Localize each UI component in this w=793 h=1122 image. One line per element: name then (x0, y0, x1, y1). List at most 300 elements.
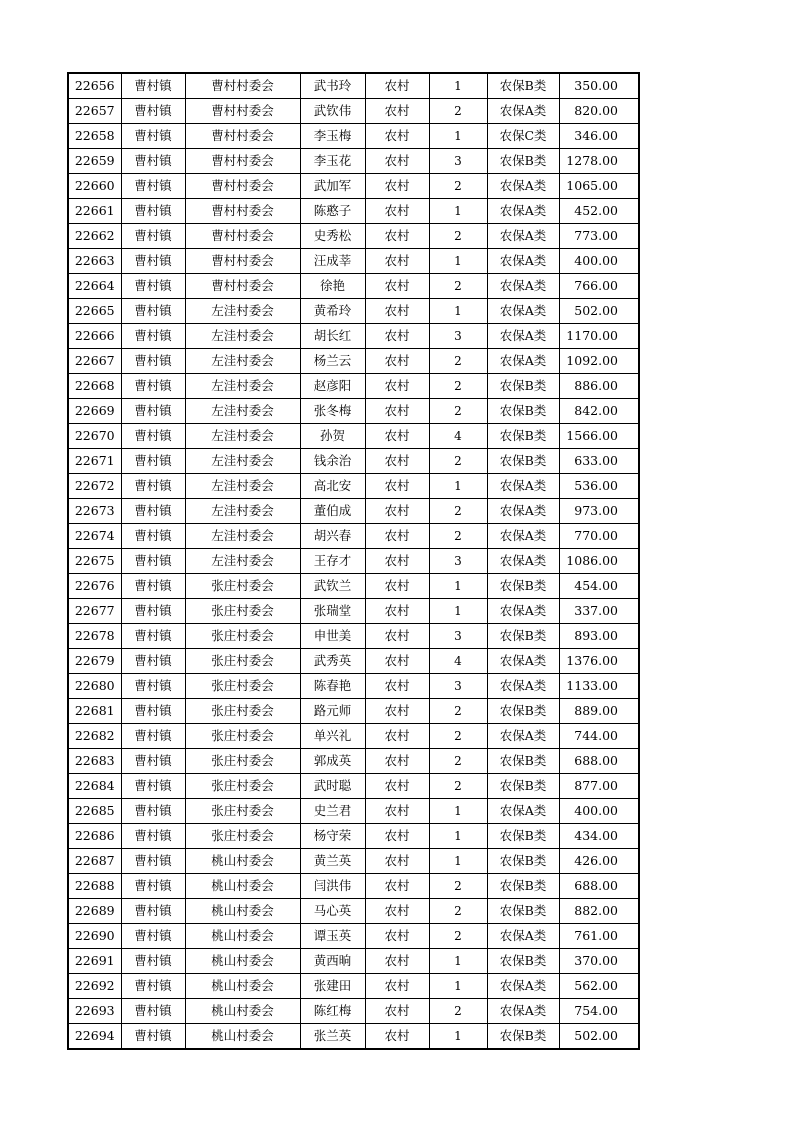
amount-cell: 454.00 (559, 574, 639, 599)
row-id-cell: 22661 (68, 199, 121, 224)
insurance-category-cell: 农保B类 (487, 73, 559, 99)
name-cell: 孙贺 (300, 424, 365, 449)
insurance-category-cell: 农保A类 (487, 649, 559, 674)
amount-cell: 688.00 (559, 749, 639, 774)
town-cell: 曹村镇 (121, 73, 185, 99)
town-cell: 曹村镇 (121, 749, 185, 774)
area-type-cell: 农村 (365, 124, 429, 149)
amount-cell: 1086.00 (559, 549, 639, 574)
insurance-category-cell: 农保A类 (487, 274, 559, 299)
table-row (68, 174, 639, 199)
row-id-cell: 22686 (68, 824, 121, 849)
insurance-category-cell: 农保A类 (487, 674, 559, 699)
area-type-cell: 农村 (365, 449, 429, 474)
row-id-cell: 22669 (68, 399, 121, 424)
name-cell: 路元师 (300, 699, 365, 724)
table-row (68, 724, 639, 749)
area-type-cell: 农村 (365, 99, 429, 124)
row-id-cell: 22674 (68, 524, 121, 549)
village-committee-cell: 曹村村委会 (185, 199, 300, 224)
town-cell: 曹村镇 (121, 199, 185, 224)
insurance-category-cell: 农保A类 (487, 224, 559, 249)
amount-cell: 1092.00 (559, 349, 639, 374)
name-cell: 武书玲 (300, 73, 365, 99)
amount-cell: 337.00 (559, 599, 639, 624)
amount-cell: 886.00 (559, 374, 639, 399)
row-id-cell: 22689 (68, 899, 121, 924)
household-count-cell: 3 (429, 149, 487, 174)
row-id-cell: 22668 (68, 374, 121, 399)
table-row (68, 674, 639, 699)
name-cell: 张兰英 (300, 1024, 365, 1050)
town-cell: 曹村镇 (121, 1024, 185, 1050)
amount-cell: 973.00 (559, 499, 639, 524)
name-cell: 单兴礼 (300, 724, 365, 749)
insurance-category-cell: 农保B类 (487, 699, 559, 724)
row-id-cell: 22688 (68, 874, 121, 899)
table-row (68, 399, 639, 424)
household-count-cell: 2 (429, 899, 487, 924)
town-cell: 曹村镇 (121, 224, 185, 249)
area-type-cell: 农村 (365, 824, 429, 849)
village-committee-cell: 曹村村委会 (185, 274, 300, 299)
household-count-cell: 2 (429, 499, 487, 524)
amount-cell: 350.00 (559, 73, 639, 99)
area-type-cell: 农村 (365, 199, 429, 224)
town-cell: 曹村镇 (121, 949, 185, 974)
row-id-cell: 22672 (68, 474, 121, 499)
table-row (68, 274, 639, 299)
table-row (68, 649, 639, 674)
table-row (68, 624, 639, 649)
area-type-cell: 农村 (365, 999, 429, 1024)
amount-cell: 562.00 (559, 974, 639, 999)
insurance-category-cell: 农保A类 (487, 349, 559, 374)
town-cell: 曹村镇 (121, 499, 185, 524)
area-type-cell: 农村 (365, 474, 429, 499)
village-committee-cell: 左洼村委会 (185, 424, 300, 449)
name-cell: 张瑞堂 (300, 599, 365, 624)
amount-cell: 1065.00 (559, 174, 639, 199)
table-row (68, 599, 639, 624)
amount-cell: 882.00 (559, 899, 639, 924)
name-cell: 武时聪 (300, 774, 365, 799)
town-cell: 曹村镇 (121, 674, 185, 699)
table-row (68, 199, 639, 224)
insurance-category-cell: 农保A类 (487, 524, 559, 549)
village-committee-cell: 张庄村委会 (185, 799, 300, 824)
insurance-category-cell: 农保B类 (487, 874, 559, 899)
area-type-cell: 农村 (365, 324, 429, 349)
town-cell: 曹村镇 (121, 974, 185, 999)
name-cell: 张冬梅 (300, 399, 365, 424)
name-cell: 杨兰云 (300, 349, 365, 374)
table-body (68, 73, 639, 1049)
row-id-cell: 22664 (68, 274, 121, 299)
amount-cell: 773.00 (559, 224, 639, 249)
area-type-cell: 农村 (365, 249, 429, 274)
insurance-category-cell: 农保A类 (487, 549, 559, 574)
amount-cell: 536.00 (559, 474, 639, 499)
name-cell: 李玉花 (300, 149, 365, 174)
name-cell: 郭成英 (300, 749, 365, 774)
amount-cell: 766.00 (559, 274, 639, 299)
table-row (68, 349, 639, 374)
insurance-category-cell: 农保A类 (487, 299, 559, 324)
insurance-category-cell: 农保A类 (487, 724, 559, 749)
table-row (68, 999, 639, 1024)
household-count-cell: 3 (429, 674, 487, 699)
household-count-cell: 2 (429, 524, 487, 549)
town-cell: 曹村镇 (121, 799, 185, 824)
area-type-cell: 农村 (365, 299, 429, 324)
household-count-cell: 2 (429, 724, 487, 749)
village-committee-cell: 曹村村委会 (185, 99, 300, 124)
household-count-cell: 2 (429, 749, 487, 774)
table-row (68, 299, 639, 324)
village-committee-cell: 左洼村委会 (185, 474, 300, 499)
amount-cell: 1133.00 (559, 674, 639, 699)
household-count-cell: 1 (429, 824, 487, 849)
village-committee-cell: 张庄村委会 (185, 774, 300, 799)
insurance-category-cell: 农保B类 (487, 899, 559, 924)
town-cell: 曹村镇 (121, 524, 185, 549)
table-row (68, 73, 639, 99)
household-count-cell: 1 (429, 974, 487, 999)
name-cell: 董伯成 (300, 499, 365, 524)
name-cell: 史秀松 (300, 224, 365, 249)
area-type-cell: 农村 (365, 149, 429, 174)
name-cell: 高北安 (300, 474, 365, 499)
household-count-cell: 1 (429, 73, 487, 99)
insurance-category-cell: 农保B类 (487, 574, 559, 599)
table-row (68, 974, 639, 999)
area-type-cell: 农村 (365, 949, 429, 974)
town-cell: 曹村镇 (121, 399, 185, 424)
household-count-cell: 2 (429, 99, 487, 124)
household-count-cell: 2 (429, 349, 487, 374)
area-type-cell: 农村 (365, 724, 429, 749)
area-type-cell: 农村 (365, 624, 429, 649)
village-committee-cell: 张庄村委会 (185, 699, 300, 724)
area-type-cell: 农村 (365, 974, 429, 999)
insurance-category-cell: 农保B类 (487, 749, 559, 774)
row-id-cell: 22677 (68, 599, 121, 624)
name-cell: 马心英 (300, 899, 365, 924)
area-type-cell: 农村 (365, 849, 429, 874)
insurance-category-cell: 农保A类 (487, 599, 559, 624)
table-row (68, 699, 639, 724)
area-type-cell: 农村 (365, 224, 429, 249)
name-cell: 赵彦阳 (300, 374, 365, 399)
village-committee-cell: 左洼村委会 (185, 299, 300, 324)
area-type-cell: 农村 (365, 274, 429, 299)
amount-cell: 1170.00 (559, 324, 639, 349)
name-cell: 张建田 (300, 974, 365, 999)
amount-cell: 770.00 (559, 524, 639, 549)
area-type-cell: 农村 (365, 73, 429, 99)
table-row (68, 799, 639, 824)
town-cell: 曹村镇 (121, 174, 185, 199)
household-count-cell: 2 (429, 924, 487, 949)
village-committee-cell: 桃山村委会 (185, 899, 300, 924)
table-row (68, 549, 639, 574)
area-type-cell: 农村 (365, 899, 429, 924)
area-type-cell: 农村 (365, 749, 429, 774)
insurance-category-cell: 农保A类 (487, 499, 559, 524)
town-cell: 曹村镇 (121, 449, 185, 474)
household-count-cell: 1 (429, 474, 487, 499)
name-cell: 胡长红 (300, 324, 365, 349)
household-count-cell: 2 (429, 374, 487, 399)
area-type-cell: 农村 (365, 599, 429, 624)
row-id-cell: 22665 (68, 299, 121, 324)
table-row (68, 474, 639, 499)
insurance-category-cell: 农保A类 (487, 199, 559, 224)
name-cell: 武加军 (300, 174, 365, 199)
household-count-cell: 4 (429, 649, 487, 674)
table-row (68, 849, 639, 874)
row-id-cell: 22690 (68, 924, 121, 949)
row-id-cell: 22693 (68, 999, 121, 1024)
household-count-cell: 3 (429, 549, 487, 574)
town-cell: 曹村镇 (121, 924, 185, 949)
area-type-cell: 农村 (365, 349, 429, 374)
village-committee-cell: 曹村村委会 (185, 224, 300, 249)
name-cell: 武秀英 (300, 649, 365, 674)
town-cell: 曹村镇 (121, 599, 185, 624)
village-committee-cell: 张庄村委会 (185, 749, 300, 774)
insurance-category-cell: 农保A类 (487, 249, 559, 274)
table-row (68, 824, 639, 849)
row-id-cell: 22656 (68, 73, 121, 99)
village-committee-cell: 曹村村委会 (185, 73, 300, 99)
amount-cell: 502.00 (559, 1024, 639, 1050)
village-committee-cell: 左洼村委会 (185, 374, 300, 399)
name-cell: 钱余治 (300, 449, 365, 474)
row-id-cell: 22691 (68, 949, 121, 974)
town-cell: 曹村镇 (121, 549, 185, 574)
village-committee-cell: 张庄村委会 (185, 649, 300, 674)
row-id-cell: 22660 (68, 174, 121, 199)
town-cell: 曹村镇 (121, 899, 185, 924)
town-cell: 曹村镇 (121, 349, 185, 374)
area-type-cell: 农村 (365, 1024, 429, 1050)
town-cell: 曹村镇 (121, 374, 185, 399)
town-cell: 曹村镇 (121, 424, 185, 449)
row-id-cell: 22682 (68, 724, 121, 749)
amount-cell: 502.00 (559, 299, 639, 324)
name-cell: 徐艳 (300, 274, 365, 299)
amount-cell: 400.00 (559, 799, 639, 824)
household-count-cell: 1 (429, 599, 487, 624)
household-count-cell: 2 (429, 274, 487, 299)
insurance-category-cell: 农保A类 (487, 999, 559, 1024)
village-committee-cell: 张庄村委会 (185, 599, 300, 624)
name-cell: 王存才 (300, 549, 365, 574)
village-committee-cell: 左洼村委会 (185, 349, 300, 374)
name-cell: 黄希玲 (300, 299, 365, 324)
village-committee-cell: 桃山村委会 (185, 849, 300, 874)
table-row (68, 249, 639, 274)
table-row (68, 424, 639, 449)
town-cell: 曹村镇 (121, 574, 185, 599)
village-committee-cell: 曹村村委会 (185, 124, 300, 149)
insurance-category-cell: 农保B类 (487, 1024, 559, 1050)
table-row (68, 374, 639, 399)
household-count-cell: 1 (429, 949, 487, 974)
insurance-category-cell: 农保B类 (487, 449, 559, 474)
amount-cell: 744.00 (559, 724, 639, 749)
village-committee-cell: 张庄村委会 (185, 574, 300, 599)
amount-cell: 1566.00 (559, 424, 639, 449)
village-committee-cell: 桃山村委会 (185, 949, 300, 974)
row-id-cell: 22684 (68, 774, 121, 799)
table-row (68, 324, 639, 349)
area-type-cell: 农村 (365, 774, 429, 799)
table-row (68, 499, 639, 524)
name-cell: 闫洪伟 (300, 874, 365, 899)
household-count-cell: 2 (429, 224, 487, 249)
household-count-cell: 2 (429, 174, 487, 199)
town-cell: 曹村镇 (121, 249, 185, 274)
town-cell: 曹村镇 (121, 849, 185, 874)
amount-cell: 889.00 (559, 699, 639, 724)
town-cell: 曹村镇 (121, 299, 185, 324)
amount-cell: 434.00 (559, 824, 639, 849)
table-row (68, 524, 639, 549)
area-type-cell: 农村 (365, 649, 429, 674)
name-cell: 申世美 (300, 624, 365, 649)
town-cell: 曹村镇 (121, 624, 185, 649)
village-committee-cell: 曹村村委会 (185, 174, 300, 199)
insurance-category-cell: 农保A类 (487, 924, 559, 949)
town-cell: 曹村镇 (121, 324, 185, 349)
area-type-cell: 农村 (365, 674, 429, 699)
insurance-category-cell: 农保B类 (487, 374, 559, 399)
insurance-category-cell: 农保B类 (487, 824, 559, 849)
insurance-category-cell: 农保B类 (487, 399, 559, 424)
insurance-category-cell: 农保A类 (487, 99, 559, 124)
village-committee-cell: 张庄村委会 (185, 724, 300, 749)
amount-cell: 688.00 (559, 874, 639, 899)
table-row (68, 1024, 639, 1050)
row-id-cell: 22663 (68, 249, 121, 274)
village-committee-cell: 左洼村委会 (185, 449, 300, 474)
town-cell: 曹村镇 (121, 774, 185, 799)
town-cell: 曹村镇 (121, 99, 185, 124)
village-committee-cell: 张庄村委会 (185, 624, 300, 649)
town-cell: 曹村镇 (121, 274, 185, 299)
village-committee-cell: 桃山村委会 (185, 1024, 300, 1050)
village-committee-cell: 桃山村委会 (185, 999, 300, 1024)
village-committee-cell: 左洼村委会 (185, 324, 300, 349)
town-cell: 曹村镇 (121, 824, 185, 849)
row-id-cell: 22692 (68, 974, 121, 999)
name-cell: 李玉梅 (300, 124, 365, 149)
table-row (68, 99, 639, 124)
household-count-cell: 1 (429, 124, 487, 149)
row-id-cell: 22673 (68, 499, 121, 524)
table-row (68, 949, 639, 974)
name-cell: 陈红梅 (300, 999, 365, 1024)
amount-cell: 877.00 (559, 774, 639, 799)
town-cell: 曹村镇 (121, 999, 185, 1024)
amount-cell: 842.00 (559, 399, 639, 424)
village-committee-cell: 桃山村委会 (185, 924, 300, 949)
row-id-cell: 22662 (68, 224, 121, 249)
amount-cell: 893.00 (559, 624, 639, 649)
household-count-cell: 2 (429, 874, 487, 899)
household-count-cell: 2 (429, 449, 487, 474)
area-type-cell: 农村 (365, 524, 429, 549)
household-count-cell: 1 (429, 1024, 487, 1050)
table-row (68, 124, 639, 149)
name-cell: 汪成莘 (300, 249, 365, 274)
row-id-cell: 22676 (68, 574, 121, 599)
village-committee-cell: 桃山村委会 (185, 974, 300, 999)
name-cell: 胡兴春 (300, 524, 365, 549)
village-committee-cell: 左洼村委会 (185, 499, 300, 524)
row-id-cell: 22670 (68, 424, 121, 449)
row-id-cell: 22687 (68, 849, 121, 874)
household-count-cell: 2 (429, 999, 487, 1024)
name-cell: 武钦兰 (300, 574, 365, 599)
insurance-category-cell: 农保A类 (487, 324, 559, 349)
household-count-cell: 2 (429, 699, 487, 724)
household-count-cell: 1 (429, 574, 487, 599)
town-cell: 曹村镇 (121, 149, 185, 174)
insurance-category-cell: 农保B类 (487, 624, 559, 649)
row-id-cell: 22681 (68, 699, 121, 724)
table-row (68, 449, 639, 474)
amount-cell: 1278.00 (559, 149, 639, 174)
records-table (67, 72, 640, 1050)
area-type-cell: 农村 (365, 574, 429, 599)
row-id-cell: 22675 (68, 549, 121, 574)
amount-cell: 1376.00 (559, 649, 639, 674)
household-count-cell: 2 (429, 774, 487, 799)
area-type-cell: 农村 (365, 374, 429, 399)
village-committee-cell: 张庄村委会 (185, 824, 300, 849)
area-type-cell: 农村 (365, 874, 429, 899)
row-id-cell: 22657 (68, 99, 121, 124)
table-row (68, 574, 639, 599)
table-row (68, 224, 639, 249)
insurance-category-cell: 农保B类 (487, 149, 559, 174)
area-type-cell: 农村 (365, 699, 429, 724)
amount-cell: 400.00 (559, 249, 639, 274)
name-cell: 黄兰英 (300, 849, 365, 874)
table-row (68, 924, 639, 949)
household-count-cell: 3 (429, 624, 487, 649)
insurance-category-cell: 农保B类 (487, 849, 559, 874)
row-id-cell: 22694 (68, 1024, 121, 1050)
name-cell: 陈春艳 (300, 674, 365, 699)
area-type-cell: 农村 (365, 549, 429, 574)
amount-cell: 633.00 (559, 449, 639, 474)
insurance-category-cell: 农保C类 (487, 124, 559, 149)
town-cell: 曹村镇 (121, 724, 185, 749)
household-count-cell: 1 (429, 299, 487, 324)
row-id-cell: 22671 (68, 449, 121, 474)
village-committee-cell: 曹村村委会 (185, 249, 300, 274)
village-committee-cell: 左洼村委会 (185, 549, 300, 574)
area-type-cell: 农村 (365, 499, 429, 524)
row-id-cell: 22678 (68, 624, 121, 649)
town-cell: 曹村镇 (121, 474, 185, 499)
household-count-cell: 3 (429, 324, 487, 349)
